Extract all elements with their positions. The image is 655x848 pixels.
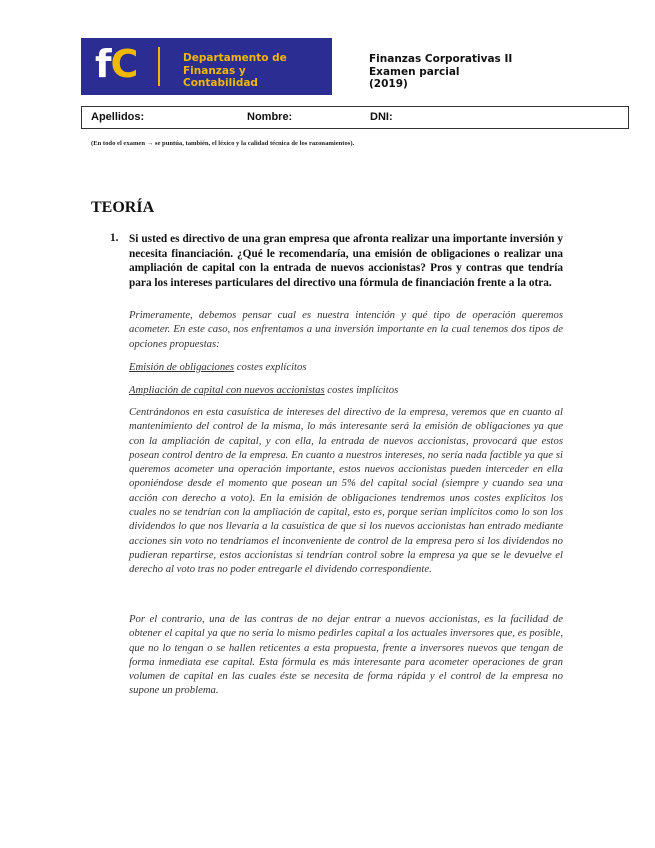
course-info <box>369 53 512 91</box>
exam-year: (2019) <box>369 78 408 90</box>
option-obligaciones-rest: costes explícitos <box>234 361 307 373</box>
apellidos-label: Apellidos: <box>91 111 145 123</box>
answer-paragraph-2: Por el contrario, una de las contras de no dejar entrar a nuevos accionistas, es la facilidad de obtener el capital ya que no sería lo mismo pedirles capital a los actuales inversores que, es posible, que no lo tengan o se hallen reticentes a esta propuesta, frente a inversores nuevos que tengan de forma inmediata ese capital. Esta fórmula es más interesante para acometer operaciones de gran volumen de capital en las cuales éste se necesita de forma rápida y el control de la empresa no supone un problema. <box>129 613 563 697</box>
student-id-box <box>81 106 629 129</box>
nombre-label: Nombre: <box>247 111 293 123</box>
answer-intro: Primeramente, debemos pensar cual es nuestra intención y qué tipo de operación queremos acometer. En este caso, nos enfrentamos a una inversión importante en la cual tenemos dos tipos de opciones propuestas: <box>129 309 563 350</box>
exam-type: Examen parcial <box>369 65 460 78</box>
course-title: Finanzas Corporativas II <box>369 53 513 65</box>
option-ampliacion-label: Ampliación de capital con nuevos accionistas <box>129 384 325 396</box>
option-obligaciones-label: Emisión de obligaciones <box>129 361 235 373</box>
logo-line-2: Finanzas y <box>183 64 246 77</box>
logo-divider <box>158 47 160 86</box>
logo-line-1: Departamento de <box>183 52 287 64</box>
question-number: 1. <box>110 232 119 244</box>
question-text: Si usted es directivo de una gran empresa que afronta realizar una importante inversión y necesita financiación. ¿Qué le recomendaría, una emisión de obligaciones o realizar una ampliación de capital con la entrada de nuevos accionistas? Pros y contras que tendría para los intereses particulares del directivo una fórmula de financiación frente a la otra. <box>129 233 563 289</box>
logo-line-3: Contabilidad <box>183 77 258 89</box>
logo-mark-c: C <box>110 42 138 86</box>
exam-note: (En todo el examen → se puntúa, también, el léxico y la calidad técnica de los razonamientos). <box>91 140 355 147</box>
logo-mark <box>95 42 137 86</box>
section-title: TEORÍA <box>91 199 155 216</box>
department-logo <box>81 38 332 95</box>
dni-label: DNI: <box>370 111 393 123</box>
answer-paragraph-1: Centrándonos en esta casuística de intereses del directivo de la empresa, veremos que en cuanto al mantenimiento del control de la misma, lo más interesante será la emisión de obligaciones ya que con la ampliación de capital, y con ella, la entrada de nuevos accionistas, provocará que estos posean control dentro de la empresa. En cuanto a nuestros intereses, no sería nada factible ya que si queremos acometer una operación importante, estos nuevos accionistas pueden interceder en ella oponiéndose desde el momento que posean un 5% del capital social (siempre y cuando sea una acción con derecho a voto). En la emisión de obligaciones tendremos unos costes explícitos los cuales no se tendrían con la ampliación de capital, esto es, porque serían implícitos como lo son los dividendos lo que nos llevaría a la casuística de que si los nuevos accionistas han entrado mediante acciones sin voto no tendríamos el inconveniente de control de la empresa pero si los dividendos no pudieran repartirse, estos accionistas si tendrían control sobre la empresa ya que se le devuelve el derecho al voto tras no poder entregarle el dividendo correspondiente. <box>129 406 563 576</box>
option-obligaciones <box>129 360 563 374</box>
logo-text <box>183 52 323 90</box>
option-ampliacion <box>129 383 563 397</box>
logo-mark-f: f <box>95 42 111 86</box>
option-ampliacion-rest: costes implícitos <box>324 384 399 396</box>
